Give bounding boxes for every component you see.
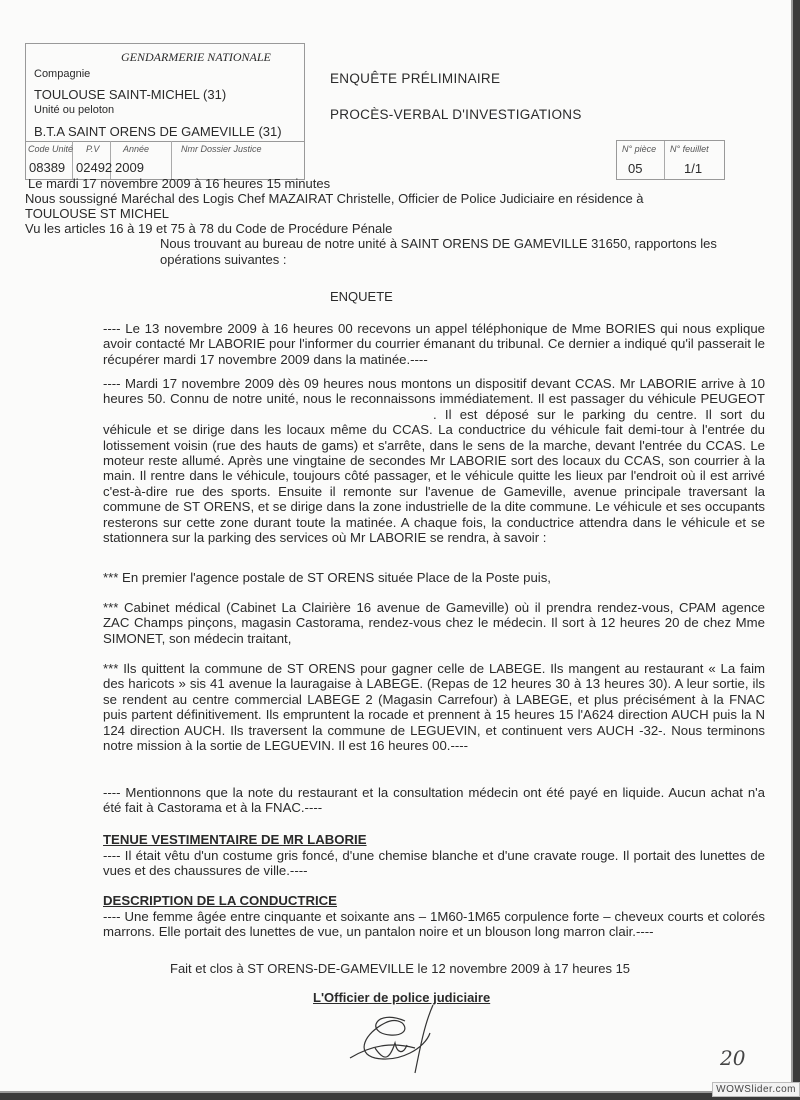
signatory-title: L'Officier de police judiciaire xyxy=(313,990,491,1005)
paragraph-text: . Il est déposé sur le parking du centre. Il sort du véhicule et se dirige dans les locaux même du CCAS. La conductrice du véhicule fait demi-tour à l'entrée du lotissement voisin (rue des hauts de gams) et s'arrête, dans le sens de la marche, devant l'entrée du CCAS. Le moteur reste allumé. Après une vingtaine de secondes Mr LABORIE sort des locaux du CCAS, son courrier à la main. Il rentre dans le véhicule, toujours côté passager, et le véhicule quitte les lieux par l'endroit où il est arrivé c'est-à-dire rue des sports. Ensuite il remonte sur l'avenue de Gameville, avenue principale traversant la commune de ST ORENS, et se dirige dans la zone industrielle de la dite commune. Le véhicule et ses occupants resterons sur cette zone durant toute la matinée. A chaque fois, la conductrice attendra dans le véhicule et se stationnera sur la parking des services où Mr LABORIE se rendra, à savoir : xyxy=(103,406,765,546)
doc-subtitle: PROCÈS-VERBAL D'INVESTIGATIONS xyxy=(330,107,582,122)
piece-label: N° pièce xyxy=(622,144,657,154)
paragraph xyxy=(103,376,765,545)
page-number: 20 xyxy=(720,1046,746,1070)
feuillet-value: 1/1 xyxy=(684,161,703,176)
divider xyxy=(26,141,304,142)
unite-label: Unité ou peloton xyxy=(34,104,115,116)
intro-line: Le mardi 17 novembre 2009 à 16 heures 15 minutes xyxy=(28,176,331,191)
feuillet-label: N° feuillet xyxy=(670,144,709,154)
annee-label: Année xyxy=(123,144,150,154)
intro-line: TOULOUSE ST MICHEL xyxy=(25,206,169,221)
divider xyxy=(664,141,665,179)
annee-value: 2009 xyxy=(115,160,144,175)
signature xyxy=(345,1003,445,1078)
paragraph: *** Ils quittent la commune de ST ORENS pour gagner celle de LABEGE. Ils mangent au restaurant « La faim des haricots » sis 41 avenue la lauragaise à LABEGE. (Repas de 12 heures 30 à 13 heures 30). A leur sortie, ils se rendent au centre commercial LABEGE 2 (Magasin Carrefour) à LABEGE, et plus précisément à la FNAC puis partent définitivement. Ils empruntent la rocade et prennent à 15 heures 15 l'A624 direction AUCH puis la N 124 direction AUCH. Ils traversent la commune de LEGUEVIN, et continuent vers AUCH -32-. Nous terminons notre mission à la sortie de LEGUEVIN. Il est 16 heures 00.---- xyxy=(103,661,765,754)
tenue-text: ---- Il était vêtu d'un costume gris foncé, d'une chemise blanche et d'une cravate rouge. Il portait des lunettes de vues et des chaussures de ville.---- xyxy=(103,848,765,879)
piece-value: 05 xyxy=(628,161,643,176)
divider xyxy=(171,141,172,179)
paragraph: ---- Mentionnons que la note du restaurant et la consultation médecin ont été payé en liquide. Aucun achat n'a été fait à Castorama et à la FNAC.---- xyxy=(103,785,765,816)
paragraph: *** En premier l'agence postale de ST ORENS située Place de la Poste puis, xyxy=(103,570,551,585)
piece-box xyxy=(616,140,725,180)
unite-value: B.T.A SAINT ORENS DE GAMEVILLE (31) xyxy=(34,124,282,139)
intro-line: Nous trouvant au bureau de notre unité à SAINT ORENS DE GAMEVILLE 31650, rapportons les xyxy=(160,236,717,251)
conductrice-text: ---- Une femme âgée entre cinquante et soixante ans – 1M60-1M65 corpulence forte – cheveux courts et colorés marrons. Elle portait des lunettes de vue, un pantalon noire et un blouson long marron clair.---- xyxy=(103,909,765,940)
compagnie-label: Compagnie xyxy=(34,68,91,80)
intro-line: opérations suivantes : xyxy=(160,252,287,267)
conductrice-heading: DESCRIPTION DE LA CONDUCTRICE xyxy=(103,893,337,908)
closing-line: Fait et clos à ST ORENS-DE-GAMEVILLE le 12 novembre 2009 à 17 heures 15 xyxy=(170,961,631,976)
paragraph: ---- Le 13 novembre 2009 à 16 heures 00 recevons un appel téléphonique de Mme BORIES qui nous explique avoir contacté Mr LABORIE pour l'informer du courrier émanant du tribunal. Ce dernier a indiqué qu'il passerait le récupérer mardi 17 novembre 2009 dans la matinée.---- xyxy=(103,321,765,367)
org-name: GENDARMERIE NATIONALE xyxy=(121,50,271,64)
doc-title: ENQUÊTE PRÉLIMINAIRE xyxy=(330,71,501,86)
intro-line: Vu les articles 16 à 19 et 75 à 78 du Code de Procédure Pénale xyxy=(25,221,393,236)
paragraph: *** Cabinet médical (Cabinet La Clairière 16 avenue de Gameville) où il prendra rendez-vous, CPAM agence ZAC Champs pinçons, magasin Castorama, rendez-vous chez le médecin. Il sort à 12 heures 20 de chez Mme SIMONET, son médecin traitant, xyxy=(103,600,765,646)
pv-label: P.V xyxy=(86,144,100,154)
pv-value: 02492 xyxy=(76,160,113,175)
watermark: WOWSlider.com xyxy=(712,1082,800,1097)
code-unite-label: Code Unité xyxy=(28,144,74,154)
unit-header-box xyxy=(25,43,305,180)
intro-line: Nous soussigné Maréchal des Logis Chef MAZAIRAT Christelle, Officier de Police Judiciaire en résidence à xyxy=(25,191,644,206)
code-unite-value: 08389 xyxy=(29,160,66,175)
tenue-heading: TENUE VESTIMENTAIRE DE MR LABORIE xyxy=(103,832,367,847)
section-title: ENQUETE xyxy=(330,289,393,304)
paragraph-text: ---- Mardi 17 novembre 2009 dès 09 heures nous montons un dispositif devant CCAS. Mr LABORIE arrive à 10 heures 50. Connu de notre unité, nous le reconnaissons immédiatement. Il est passager du véhicule PEUGEOT xyxy=(103,376,765,407)
dossier-label: Nmr Dossier Justice xyxy=(181,144,262,154)
compagnie-value: TOULOUSE SAINT-MICHEL (31) xyxy=(34,87,227,102)
